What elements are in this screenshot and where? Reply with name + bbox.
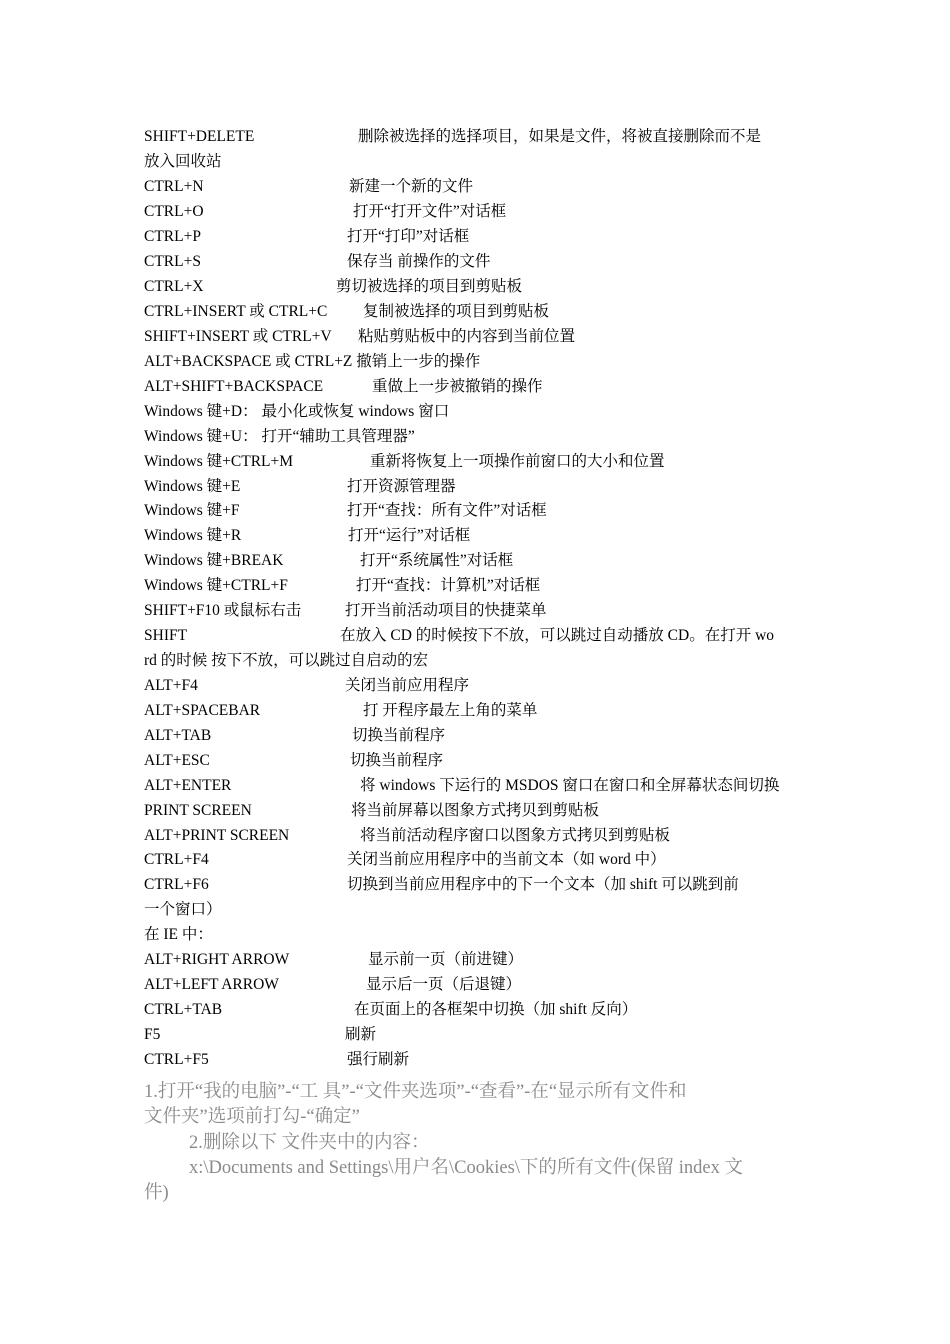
shortcut-key: ALT+TAB <box>144 727 212 744</box>
shortcut-key: Windows 键+BREAK <box>144 552 284 569</box>
shortcut-key: CTRL+P <box>144 228 201 245</box>
shortcut-key: Windows 键+U： 打开“辅助工具管理器” <box>144 428 415 445</box>
shortcut-key: ALT+RIGHT ARROW <box>144 951 290 968</box>
shortcut-key: SHIFT <box>144 627 188 644</box>
shortcut-desc: 重做上一步被撤销的操作 <box>372 378 543 395</box>
shortcut-key: ALT+LEFT ARROW <box>144 976 279 993</box>
shortcut-desc: 显示前一页（前进键） <box>368 951 524 968</box>
shortcut-key: ALT+ENTER <box>144 777 232 794</box>
shortcut-key: 放入回收站 <box>144 153 222 170</box>
tip-line: 件) <box>144 1183 169 1203</box>
shortcut-desc: 打开当前活动项目的快捷菜单 <box>345 602 547 619</box>
tip-line: 2.删除以下 文件夹中的内容： <box>189 1133 430 1153</box>
shortcut-key: SHIFT+DELETE <box>144 128 255 145</box>
shortcut-key: ALT+ESC <box>144 752 210 769</box>
shortcut-key: ALT+PRINT SCREEN <box>144 827 290 844</box>
shortcut-key: ALT+SPACEBAR <box>144 702 261 719</box>
shortcut-key: PRINT SCREEN <box>144 802 252 819</box>
shortcut-key: ALT+BACKSPACE 或 CTRL+Z 撤销上一步的操作 <box>144 353 481 370</box>
tip-line: 文件夹”选项前打勾-“确定” <box>144 1107 360 1127</box>
shortcut-key: CTRL+F4 <box>144 851 209 868</box>
shortcut-desc: 强行刷新 <box>347 1051 410 1068</box>
shortcut-desc: 打 开程序最左上角的菜单 <box>363 702 538 719</box>
shortcut-desc: 删除被选择的选择项目，如果是文件，将被直接删除而不是 <box>358 128 762 145</box>
shortcut-key: CTRL+F6 <box>144 876 209 893</box>
tip-line: x:\Documents and Settings\用户名\Cookies\下的所有文件(保留 index 文 <box>189 1158 743 1178</box>
shortcut-desc: 打开“系统属性”对话框 <box>360 552 514 569</box>
shortcut-key: Windows 键+F <box>144 502 240 519</box>
shortcut-key: Windows 键+CTRL+M <box>144 453 294 470</box>
tip-line: 1.打开“我的电脑”-“工 具”-“文件夹选项”-“查看”-在“显示所有文件和 <box>144 1082 687 1102</box>
shortcut-key: CTRL+TAB <box>144 1001 223 1018</box>
shortcut-desc: 将当前活动程序窗口以图象方式拷贝到剪贴板 <box>360 827 671 844</box>
shortcut-key: rd 的时候 按下不放，可以跳过自启动的宏 <box>144 652 429 669</box>
shortcut-key: SHIFT+INSERT 或 CTRL+V <box>144 328 332 345</box>
shortcut-desc: 将当前屏幕以图象方式拷贝到剪贴板 <box>351 802 600 819</box>
shortcut-desc: 关闭当前应用程序中的当前文本（如 word 中） <box>347 851 666 868</box>
shortcut-key: Windows 键+D： 最小化或恢复 windows 窗口 <box>144 403 450 420</box>
shortcut-desc: 保存当 前操作的文件 <box>347 253 491 270</box>
shortcut-key: CTRL+F5 <box>144 1051 209 1068</box>
shortcut-desc: 将 windows 下运行的 MSDOS 窗口在窗口和全屏幕状态间切换 <box>360 777 780 794</box>
shortcut-key: ALT+F4 <box>144 677 198 694</box>
shortcut-desc: 切换当前程序 <box>350 752 444 769</box>
shortcut-key: SHIFT+F10 或鼠标右击 <box>144 602 302 619</box>
shortcut-desc: 剪切被选择的项目到剪贴板 <box>336 278 523 295</box>
shortcut-desc: 打开“查找：计算机”对话框 <box>356 577 541 594</box>
shortcut-desc: 粘贴剪贴板中的内容到当前位置 <box>358 328 576 345</box>
shortcut-desc: 在放入 CD 的时候按下不放，可以跳过自动播放 CD。在打开 wo <box>340 627 775 644</box>
shortcut-line <box>144 152 222 172</box>
shortcut-key: CTRL+S <box>144 253 201 270</box>
shortcut-desc: 复制被选择的项目到剪贴板 <box>363 303 550 320</box>
shortcut-key: CTRL+N <box>144 178 204 195</box>
shortcut-desc: 打开资源管理器 <box>347 478 456 495</box>
shortcut-desc: 打开“查找：所有文件”对话框 <box>347 502 547 519</box>
shortcut-desc: 显示后一页（后退键） <box>366 976 522 993</box>
shortcut-desc: 关闭当前应用程序 <box>345 677 470 694</box>
shortcut-key: CTRL+INSERT 或 CTRL+C <box>144 303 328 320</box>
shortcut-desc: 刷新 <box>345 1026 377 1043</box>
shortcut-key: CTRL+O <box>144 203 204 220</box>
shortcut-desc: 重新将恢复上一项操作前窗口的大小和位置 <box>370 453 665 470</box>
shortcut-desc: 打开“打开文件”对话框 <box>353 203 507 220</box>
shortcut-key: F5 <box>144 1026 161 1043</box>
shortcut-desc: 新建一个新的文件 <box>349 178 474 195</box>
shortcut-key: CTRL+X <box>144 278 204 295</box>
shortcut-line <box>144 127 254 147</box>
shortcut-desc: 切换当前程序 <box>352 727 446 744</box>
shortcut-desc: 打开“运行”对话框 <box>348 527 471 544</box>
shortcut-key: ALT+SHIFT+BACKSPACE <box>144 378 324 395</box>
shortcut-key: 一个窗口） <box>144 901 222 918</box>
shortcut-desc: 切换到当前应用程序中的下一个文本（加 shift 可以跳到前 <box>347 876 739 893</box>
shortcut-desc: 在页面上的各框架中切换（加 shift 反向） <box>354 1001 638 1018</box>
shortcut-desc: 打开“打印”对话框 <box>347 228 470 245</box>
shortcut-key: Windows 键+CTRL+F <box>144 577 288 594</box>
shortcut-key: Windows 键+R <box>144 527 242 544</box>
section-heading: 在 IE 中： <box>144 926 213 943</box>
shortcut-key: Windows 键+E <box>144 478 241 495</box>
